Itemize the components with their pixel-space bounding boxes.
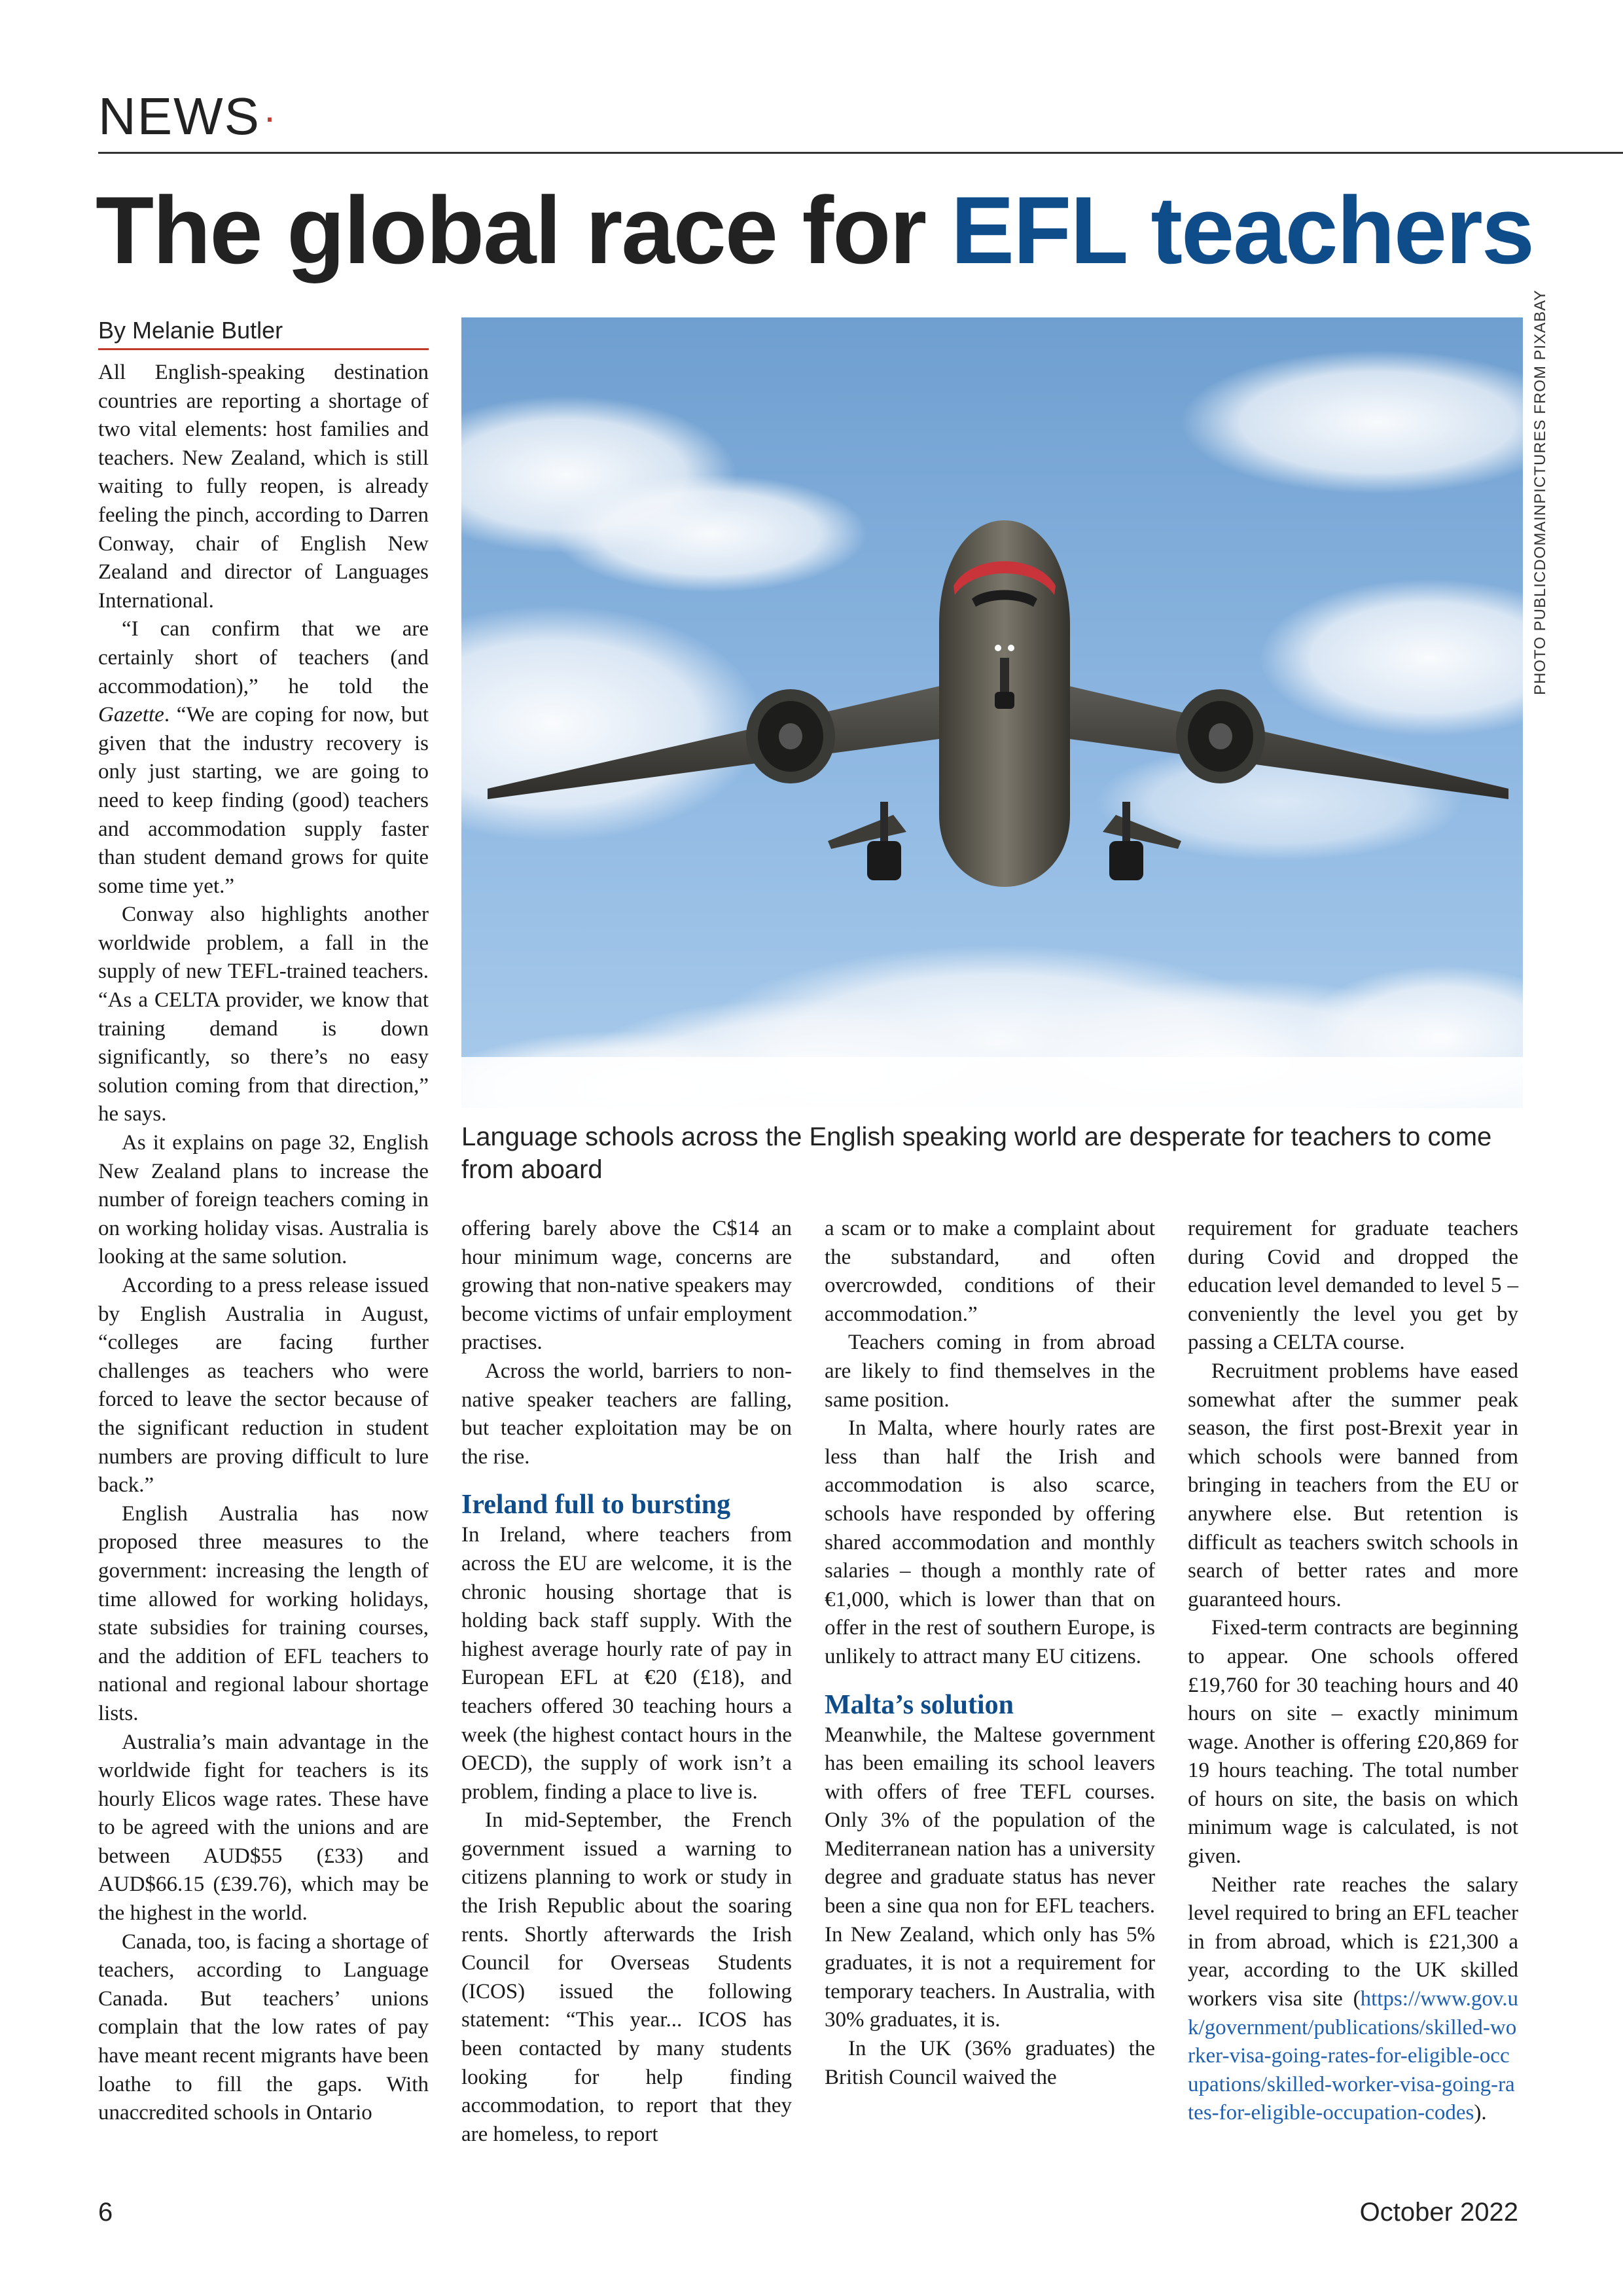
article-paragraph-quote — [98, 615, 429, 901]
photo-caption: Language schools across the English speaking world are desperate for teachers to come from aboard — [461, 1122, 1492, 1184]
subheading-malta: Malta’s solution — [825, 1689, 1014, 1720]
article-paragraph: As it explains on page 32, English New Zealand plans to increase the number of foreign teachers coming in on working holiday visas. Australia is looking at the same solution. — [98, 1131, 429, 1269]
article-column-1 — [98, 359, 429, 2128]
subheading-ireland: Ireland full to bursting — [461, 1490, 731, 1520]
quote-text: “I can confirm that we are certainly short of teachers (and accommodation),” he told the — [98, 617, 429, 698]
article-column-4 — [1188, 1215, 1518, 2128]
article-paragraph: Canada, too, is facing a shortage of teachers, according to Language Canada. But teachers’ unions complain that the low rates of pay have meant recent migrants have been loathe to fill the gaps. With unaccredited schools in Ontario — [98, 1929, 429, 2125]
airplane-photo — [461, 317, 1523, 1108]
publication-name: Gazette — [98, 703, 164, 727]
article-paragraph: Across the world, barriers to non-native speaker teachers are falling, but teacher exploitation may be on the rise. — [461, 1359, 792, 1469]
issue-date: October 2022 — [1359, 2198, 1518, 2227]
article-paragraph: English Australia has now proposed three measures to the government: increasing the length of time allowed for working holidays, state subsidies for training courses, and the addition of EFL teachers to national and regional labour shortage lists. — [98, 1501, 429, 1725]
article-paragraph: requirement for graduate teachers during Covid and dropped the education level demanded to level 5 – conveniently the level you get by passing a CELTA course. — [1188, 1217, 1518, 1355]
article-paragraph: a scam or to make a complaint about the substandard, and often overcrowded, conditions of their accommodation.” — [825, 1217, 1155, 1326]
article-paragraph: offering barely above the C$14 an hour minimum wage, concerns are growing that non-native speakers may become victims of unfair employment practises. — [461, 1217, 792, 1355]
page-number: 6 — [98, 2198, 113, 2227]
article-column-3 — [825, 1215, 1155, 2092]
paragraph-text: Neither rate reaches the salary level required to bring an EFL teacher in from abroad, which is £21,300 a year, according to the UK skilled workers visa site ( — [1188, 1873, 1518, 2011]
article-paragraph: In the UK (36% graduates) the British Council waived the — [825, 2037, 1155, 2089]
headline-accent: EFL teachers — [950, 177, 1534, 283]
section-label — [98, 87, 277, 145]
article-paragraph: Australia’s main advantage in the worldwide fight for teachers is its hourly Elicos wage rates. These have to be agreed with the unions and are between AUD$55 (£33) and AUD$66.15 (£39.76), which may be the highest in the world. — [98, 1730, 429, 1926]
article-paragraph: Teachers coming in from abroad are likely to find themselves in the same position. — [825, 1331, 1155, 1412]
photo-credit: PHOTO PUBLICDOMAINPICTURES FROM PIXABAY — [1531, 289, 1549, 695]
article-paragraph: According to a press release issued by English Australia in August, “colleges are facing further challenges as teachers who were forced to leave the sector because of the significant reduction in student numbers are proving difficult to lure back.” — [98, 1274, 429, 1498]
article-paragraph — [1188, 1871, 1518, 2128]
section-dot: · — [263, 95, 277, 139]
article-paragraph: Meanwhile, the Maltese government has been emailing its school leavers with offers of free TEFL courses. Only 3% of the population of the Mediterranean nation has a university degree and graduate status has never been a sine qua non for EFL teachers. In New Zealand, which only has 5% graduates, it is not a requirement for temporary teachers. In Australia, with 30% graduates, it is. — [825, 1723, 1155, 2032]
visa-rates-link[interactable]: https://www.gov.uk/government/publications/skilled-worker-visa-going-rates-for-eligible-occupations/skilled-worker-visa-going-rates-for-eligible-occupation-codes — [1188, 1987, 1518, 2125]
section-label-text: NEWS — [98, 87, 260, 145]
headline-main: The global race for — [96, 177, 951, 283]
byline-rule — [98, 348, 429, 350]
article-paragraph: In Ireland, where teachers from across the EU are welcome, it is the chronic housing shortage that is holding back staff supply. With the highest average hourly rate of pay in European EFL at €20 (£18), and teachers offered 30 teaching hours a week (the highest contact hours in the OECD), the supply of work isn’t a problem, finding a place to live is. — [461, 1523, 792, 1804]
article-paragraph: All English-speaking destination countries are reporting a shortage of two vital elements: host families and teachers. New Zealand, which is still waiting to fully reopen, is already feeling the pinch, according to Darren Conway, chair of English New Zealand and director of Languages International. — [98, 361, 429, 613]
article-paragraph: Recruitment problems have eased somewhat after the summer peak season, the first post-Brexit year in which schools were banned from bringing in teachers from the EU or anywhere else. But retention is difficult as teachers switch schools in search of better rates and more guaranteed hours. — [1188, 1359, 1518, 1611]
headline — [96, 175, 1533, 285]
byline: By Melanie Butler — [98, 317, 283, 344]
article-paragraph: Conway also highlights another worldwide problem, a fall in the supply of new TEFL-trained teachers. “As a CELTA provider, we know that training demand is down significantly, so there’s no easy solution coming from that direction,” he says. — [98, 903, 429, 1126]
paragraph-text-end: ). — [1474, 2101, 1487, 2125]
article-paragraph: In mid-September, the French government issued a warning to citizens planning to work or study in the Irish Republic about the soaring rents. Shortly afterwards the Irish Council for Overseas Students (ICOS) issued the following statement: “This year... ICOS has been contacted by many students looking for help finding accommodation, to report that they are homeless, to report — [461, 1808, 792, 2146]
article-paragraph: In Malta, where hourly rates are less than half the Irish and accommodation is also scarce, schools have responded by offering shared accommodation and monthly salaries – though a monthly rate of €1,000, which is lower than that on offer in the rest of southern Europe, is unlikely to attract many EU citizens. — [825, 1416, 1155, 1668]
article-column-2 — [461, 1215, 792, 2149]
top-rule — [98, 152, 1623, 154]
article-paragraph: Fixed-term contracts are beginning to appear. One schools offered £19,760 for 30 teaching hours and 40 hours on site – exactly minimum wage. Another is offering £20,869 for 19 hours teaching. The total number of hours on site, the basis on which minimum wage is calculated, is not given. — [1188, 1616, 1518, 1869]
quote-text-cont: . “We are coping for now, but given that the industry recovery is only just starting, we are going to need to keep finding (good) teachers and accommodation supply faster than student demand grows for quite some time yet.” — [98, 703, 429, 898]
